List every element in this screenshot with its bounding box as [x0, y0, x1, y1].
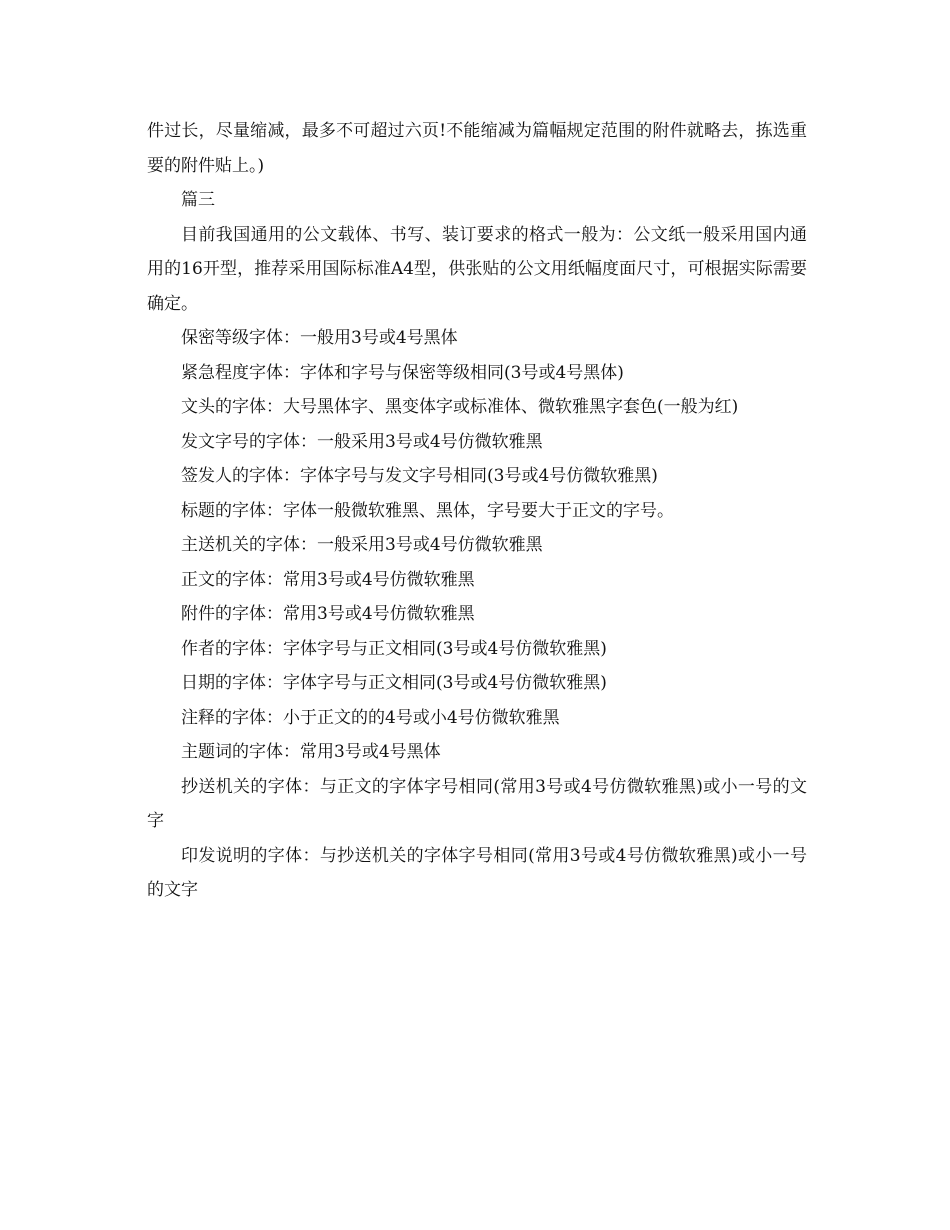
paragraph-signer-font: 签发人的字体：字体字号与发文字号相同(3号或4号仿微软雅黑) — [181, 466, 658, 486]
section-heading: 篇三 — [181, 190, 215, 210]
paragraph-cc-font: 抄送机关的字体：与正文的字体字号相同(常用3号或4号仿微软雅黑)或小一号的文字 — [147, 776, 807, 831]
paragraph-title-font: 标题的字体：字体一般微软雅黑、黑体，字号要大于正文的字号。 — [181, 500, 674, 521]
paragraph-print-note-font: 印发说明的字体：与抄送机关的字体字号相同(常用3号或4号仿微软雅黑)或小一号的文字 — [147, 845, 807, 900]
paragraph-body-font: 正文的字体：常用3号或4号仿微软雅黑 — [181, 569, 475, 590]
paragraph-keyword-font: 主题词的字体：常用3号或4号黑体 — [181, 742, 441, 762]
paragraph-letterhead-font: 文头的字体：大号黑体字、黑变体字或标准体、微软雅黑字套色(一般为红) — [181, 397, 739, 417]
paragraph-intro: 目前我国通用的公文载体、书写、装订要求的格式一般为：公文纸一般采用国内通用的16开型，推荐采用国际标准A4型，供张贴的公文用纸幅度面尺寸，可根据实际需要确定。 — [147, 224, 807, 314]
paragraph-annotation-font: 注释的字体：小于正文的的4号或小4号仿微软雅黑 — [181, 707, 560, 728]
paragraph-security-level-font: 保密等级字体：一般用3号或4号黑体 — [181, 328, 458, 348]
paragraph-continuation: 件过长，尽量缩减，最多不可超过六页!不能缩减为篇幅规定范围的附件就略去，拣选重要的附件贴上。) — [147, 121, 807, 176]
document-body — [147, 114, 807, 908]
paragraph-document-number-font: 发文字号的字体：一般采用3号或4号仿微软雅黑 — [181, 431, 543, 452]
paragraph-recipient-font: 主送机关的字体：一般采用3号或4号仿微软雅黑 — [181, 535, 543, 555]
paragraph-attachment-font: 附件的字体：常用3号或4号仿微软雅黑 — [181, 604, 475, 624]
paragraph-author-font: 作者的字体：字体字号与正文相同(3号或4号仿微软雅黑) — [181, 638, 607, 659]
paragraph-date-font: 日期的字体：字体字号与正文相同(3号或4号仿微软雅黑) — [181, 673, 607, 693]
paragraph-urgency-font: 紧急程度字体：字体和字号与保密等级相同(3号或4号黑体) — [181, 362, 624, 383]
